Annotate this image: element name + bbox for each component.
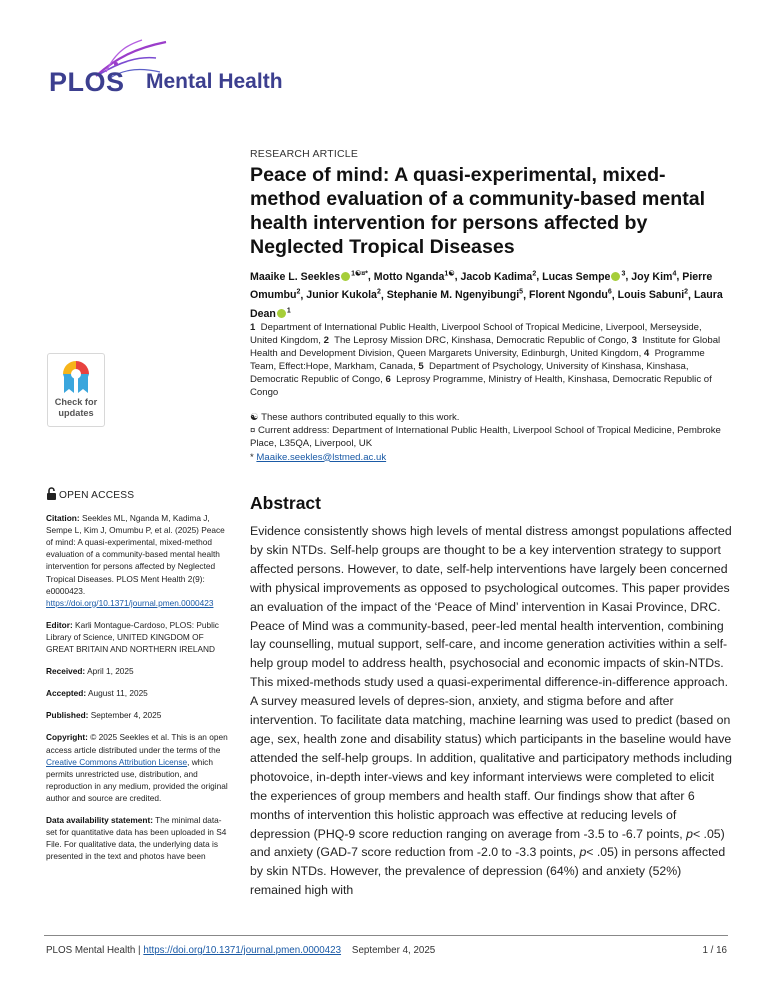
corresponding-email-line: * Maaike.seekles@lstmed.ac.uk xyxy=(250,451,387,463)
footer-date: September 4, 2025 xyxy=(351,945,436,956)
affiliation-item: 1 Department of International Public Health, Liverpool School of Tropical Medicine, Liverpool, Merseyside, United Kingdom, xyxy=(250,322,702,347)
footer-journal: PLOS Mental Health xyxy=(46,945,136,956)
affiliation-item: 2 The Leprosy Mission DRC, Kinshasa, Democratic Republic of Congo, xyxy=(323,335,629,347)
equal-contribution-note: ☯ These authors contributed equally to this work. xyxy=(250,412,460,423)
orcid-icon[interactable] xyxy=(611,272,620,281)
author-name[interactable]: Stephanie M. Ngenyibungi$^5$ xyxy=(386,288,524,302)
citation-doi-link[interactable]: https://doi.org/10.1371/journal.pmen.0000423 xyxy=(46,597,214,608)
author-name[interactable]: Junior Kukola$^2$ xyxy=(306,288,381,302)
affiliation-item: 5 Department of Psychology, University of Kinshasa, Kinshasa, Democratic Republic of Congo, xyxy=(250,361,689,386)
affiliation-item: 3 Institute for Global Health and Development Division, Queen Margarets University, Edinburgh, United Kingdom, xyxy=(250,335,721,360)
author-name[interactable]: Florent Ngondu$^6$ xyxy=(528,288,612,302)
received-block: Received: April 1, 2025 xyxy=(46,666,134,677)
check-for-updates-badge[interactable] xyxy=(47,353,105,427)
article-info-sidebar xyxy=(46,487,231,872)
author-name[interactable]: Laura Dean $^1$ xyxy=(250,289,723,321)
data-availability-block: Data availability statement: The minimal data-set for quantitative data has been uploaded in S4 File. For qualitative data, the underlying data is presented in the text and photos have been xyxy=(46,814,227,862)
author-name[interactable]: Motto Nganda$^{1☯}$ xyxy=(373,270,455,283)
current-address-note: ¤ Current address: Department of International Public Health, Liverpool School of Tropical Medicine, Pembroke Place, L35QA, Liverpool, UK xyxy=(250,425,721,450)
journal-name: Mental Health xyxy=(146,70,283,93)
author-name[interactable]: Louis Sabuni$^2$ xyxy=(617,288,689,302)
citation-block: Citation: Seekles ML, Nganda M, Kadima J, Sempe L, Kim J, Omumbu P, et al. (2025) Peace of mind: A quasi-experimental, mixed-method evaluation of a community-based mental health intervention for persons affected by Neglected Tropical Diseases. PLOS Ment Health 2(9): e0000423. https://doi.org/10.1371/journal.pmen.0000423 xyxy=(46,513,225,608)
orcid-icon[interactable] xyxy=(277,309,286,318)
author-name[interactable]: Lucas Sempe $^3$ xyxy=(542,270,626,283)
author-name[interactable]: Joy Kim$^4$ xyxy=(631,270,677,283)
plos-wordmark: PLOS xyxy=(49,67,125,97)
author-name[interactable]: Jacob Kadima$^2$ xyxy=(460,270,537,283)
license-link[interactable]: Creative Commons Attribution License xyxy=(46,756,188,767)
page-number: 1 / 16 xyxy=(702,945,727,956)
abstract-text: Evidence consistently shows high levels of mental distress amongst populations affected by skin NTDs. Self-help groups are thought to be a key intervention strategy to support affected persons. However, to date, self-help interventions have largely been concerned with physical improvements as opposed to psychological outcomes. This paper provides an evaluation of the impact of the ‘Peace of Mind’ intervention in Kasai Province, DRC. Peace of Mind was a community-based, peer-led mental health intervention, combining lay counselling, mutual support, self-care, and income generation activities within a self-help group model to address health, psychosocial and economic impacts of skin-NTDs. This mixed-methods study used a quasi-experimental difference-in-difference approach. A survey measured levels of depres-sion, anxiety, and stigma before and after intervention. To facilitate data matching, machine learning was used to predict (based on age, sex, health zone and disability status) which participants in the baseline would have attended the self-help groups. In addition, qualitative and participatory methods including photovoice, in-depth inter-views and key informant interviews were completed to elicit the experiences of group members and health staff. Our findings show that after 6 months of intervention this holistic approach was effective at reducing levels of depression (PHQ-9 score reduction ranging on average from -3.5 to -6.7 points, p< .05) and anxiety (GAD-7 score reduction from -2.0 to -3.3 points, p< .05) in persons affected by skin NTDs. However, the prevalence of depression (64%) and anxiety (52%) remained high with xyxy=(250,524,732,898)
affiliation-list xyxy=(250,321,732,400)
editor-block: Editor: Karli Montague-Cardoso, PLOS: Public Library of Science, UNITED KINGDOM OF GREAT BRITAIN AND NORTHERN IRELAND xyxy=(46,619,219,655)
check-updates-line1: Check for xyxy=(54,397,98,407)
copyright-block: Copyright: © 2025 Seekles et al. This is an open access article distributed under the terms of the Creative Commons Attribution License, which permits unrestricted use, distribution, and reproduction in any medium, provided the original author and source are credited. xyxy=(46,732,228,803)
affiliation-item: 6 Leprosy Programme, Ministry of Health, Kinshasa, Democratic Republic of Congo xyxy=(250,374,712,399)
abstract-heading: Abstract xyxy=(250,493,321,513)
footer-citation: PLOS Mental Health | https://doi.org/10.1371/journal.pmen.0000423 September 4, 2025 xyxy=(46,945,436,956)
article-type: RESEARCH ARTICLE xyxy=(250,148,359,160)
check-updates-line2: updates xyxy=(58,407,94,418)
published-block: Published: September 4, 2025 xyxy=(46,710,162,721)
crossmark-icon xyxy=(61,359,91,395)
author-name[interactable]: Pierre Omumbu$^2$ xyxy=(250,270,713,302)
plos-logo[interactable] xyxy=(46,40,306,120)
author-name[interactable]: Maaike L. Seekles $^{1☯¤*}$ xyxy=(250,270,368,283)
author-list: Maaike L. Seekles $^{1☯¤*}$, Motto Nganda$^{1☯}$, Jacob Kadima$^2$, Lucas Sempe $^3$, Joy Kim$^4$, Pierre Omumbu$^2$, Junior Kukola$^2$, Stephanie M. Ngenyibungi$^5$, Florent Ngondu$^6$, Louis Sabuni$^2$, Laura Dean $^1$ xyxy=(250,270,723,321)
accepted-block: Accepted: August 11, 2025 xyxy=(46,688,148,699)
open-access-label: OPEN ACCESS xyxy=(46,487,231,502)
orcid-icon[interactable] xyxy=(341,272,350,281)
footer-doi-link[interactable]: https://doi.org/10.1371/journal.pmen.0000423 xyxy=(143,945,342,956)
corresponding-email-link[interactable]: Maaike.seekles@lstmed.ac.uk xyxy=(256,451,387,463)
author-notes xyxy=(250,411,732,464)
article-title: Peace of mind: A quasi-experimental, mixed-method evaluation of a community-based mental health intervention for persons affected by Neglected Tropical Diseases xyxy=(250,164,706,258)
affiliation-item: 4 Programme Team, Effect:Hope, Markham, Canada, xyxy=(250,348,705,373)
footer-divider xyxy=(44,935,728,936)
open-lock-icon xyxy=(46,487,57,500)
